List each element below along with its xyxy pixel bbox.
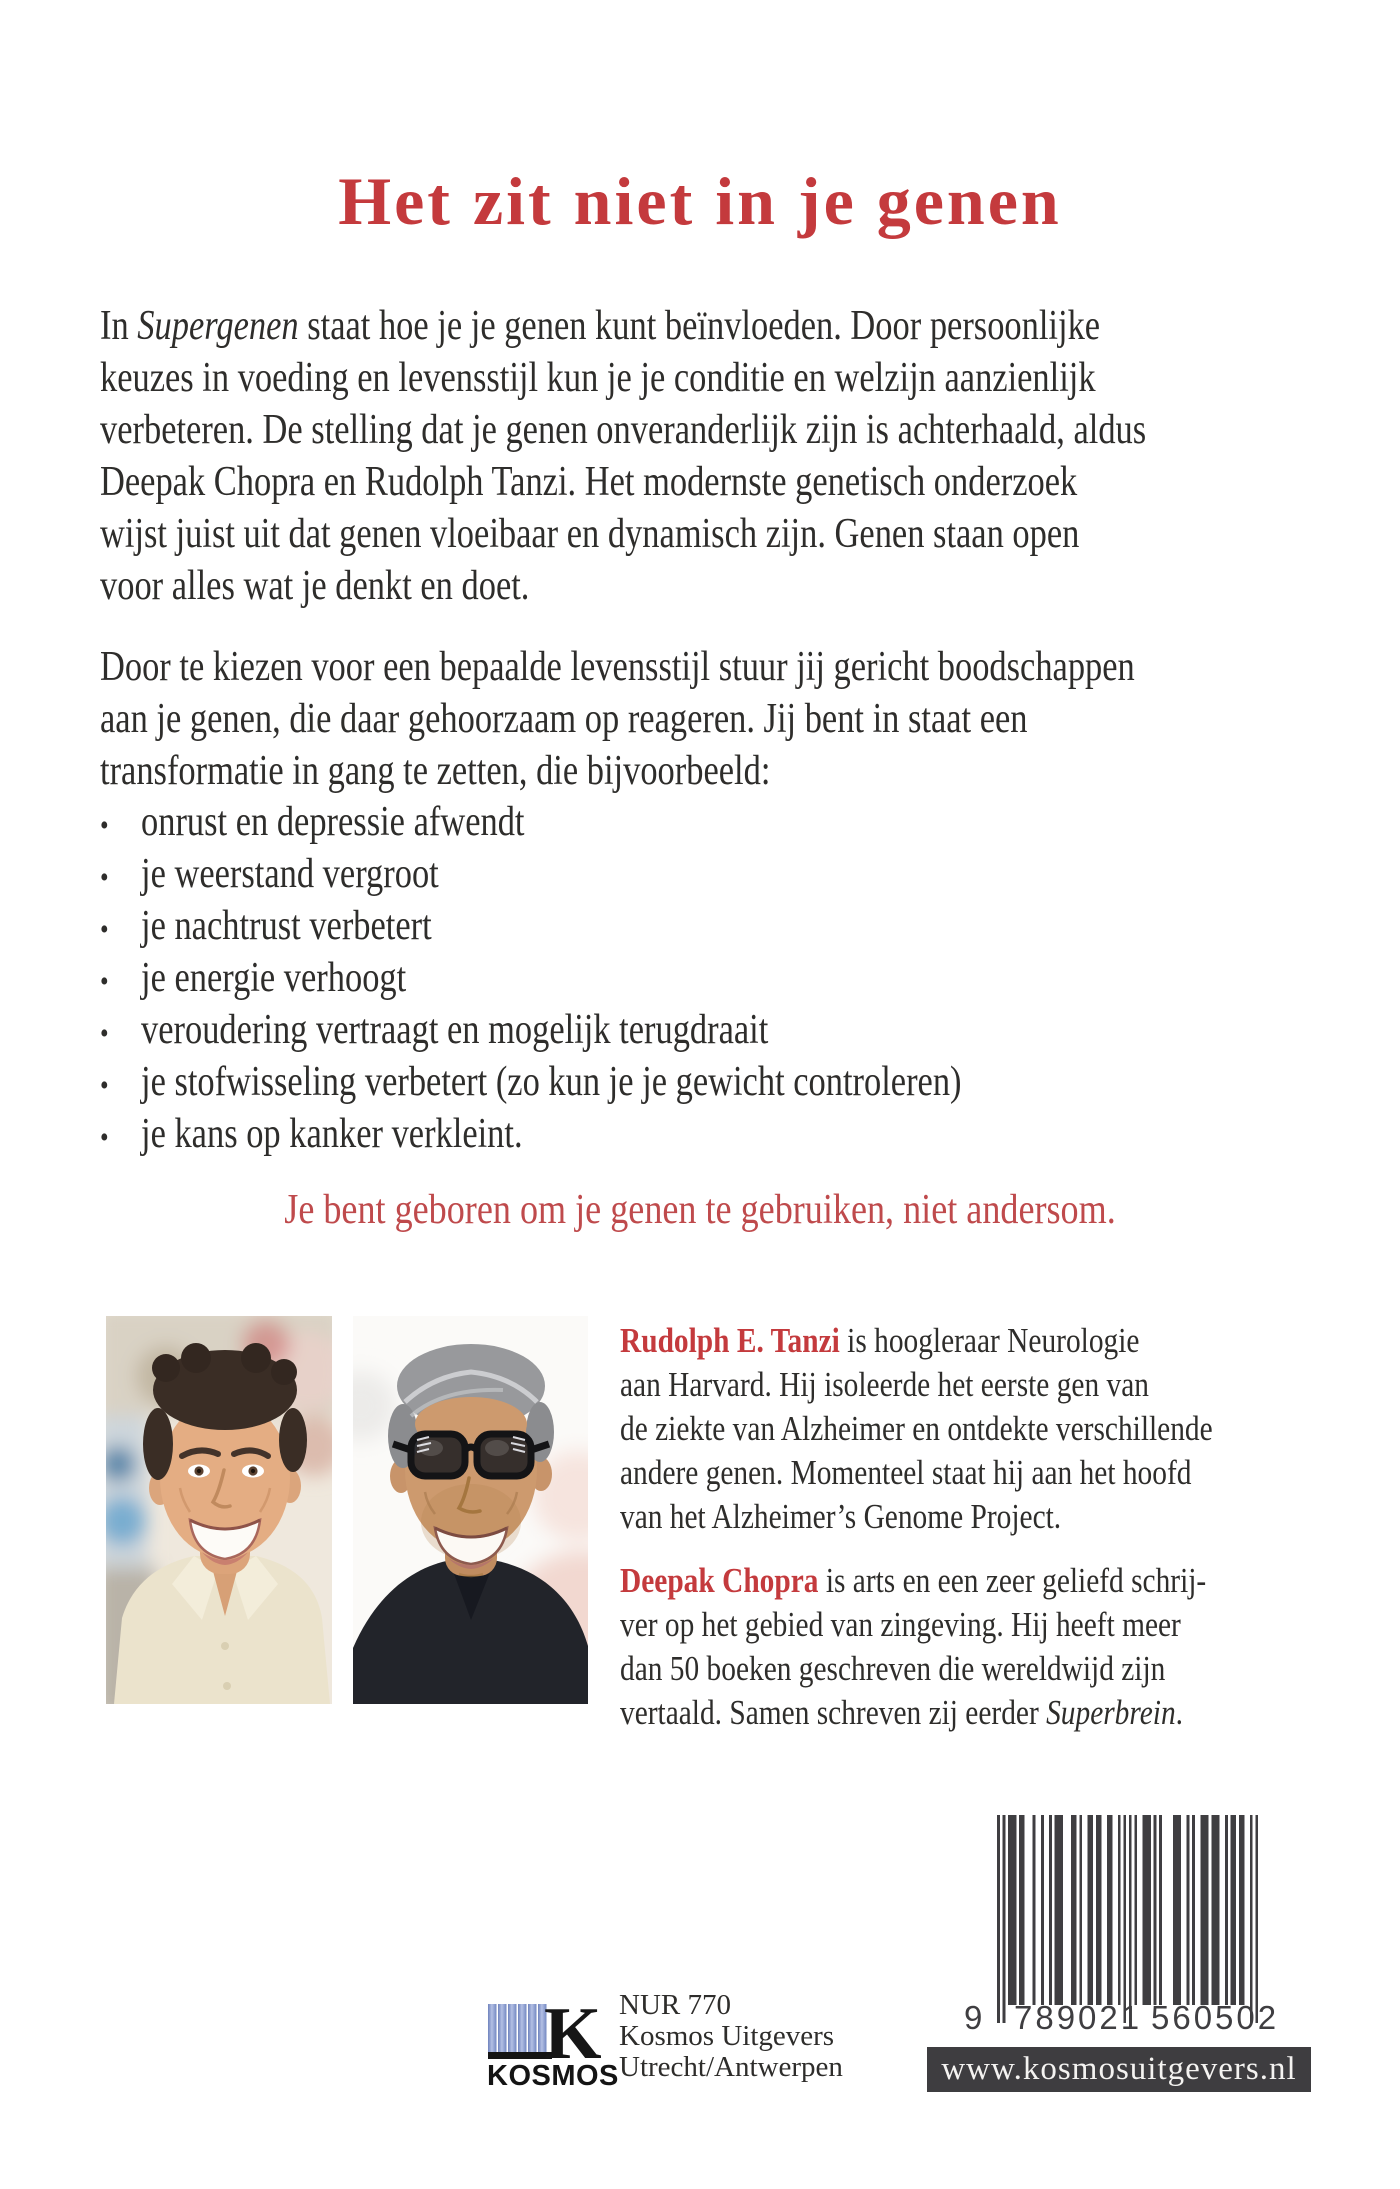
bio-text: vertaald. Samen schreven zij eerder: [620, 1693, 1047, 1732]
bio-line: andere genen. Momenteel staat hij aan het hoofd: [620, 1453, 1192, 1492]
paragraph-line: Deepak Chopra en Rudolph Tanzi. Het modernste genetisch onderzoek: [100, 459, 1078, 505]
paragraph-line: Door te kiezen voor een bepaalde levensstijl stuur jij gericht boodschappen: [100, 644, 1135, 690]
paragraph-line: wijst juist uit dat genen vloeibaar en dynamisch zijn. Genen staan open: [100, 511, 1080, 557]
website-banner: [927, 2047, 1311, 2092]
logo-k-letter: K: [544, 2002, 602, 2060]
author-bio-tanzi: [620, 1319, 1213, 1539]
list-item-text: onrust en depressie afwendt: [141, 799, 525, 845]
paragraph-line: voor alles wat je denkt en doet.: [100, 563, 530, 609]
bio-line: van het Alzheimer’s Genome Project.: [620, 1497, 1062, 1536]
bullet-icon: •: [100, 1069, 109, 1102]
list-item-text: je weerstand vergroot: [141, 851, 439, 897]
list-item: [100, 1108, 962, 1160]
bio-text: is hoogleraar Neurologie: [839, 1321, 1140, 1360]
author-name-chopra: Deepak Chopra: [620, 1561, 819, 1600]
logo-baseline: [488, 2052, 552, 2059]
author-bio-chopra: [620, 1559, 1206, 1735]
list-item-text: je stofwisseling verbetert (zo kun je je gewicht controleren): [141, 1059, 962, 1105]
bio-line: ver op het gebied van zingeving. Hij heeft meer: [620, 1605, 1181, 1644]
blue-book-bars: [488, 2004, 547, 2053]
bullet-icon: •: [100, 1121, 109, 1154]
list-item: [100, 900, 962, 952]
list-item: [100, 848, 962, 900]
bio-line: dan 50 boeken geschreven die wereldwijd zijn: [620, 1649, 1166, 1688]
author-name-tanzi: Rudolph E. Tanzi: [620, 1321, 840, 1360]
paragraph-line: keuzes in voeding en levensstijl kun je je conditie en welzijn aanzienlijk: [100, 355, 1096, 401]
line-text: In: [100, 303, 138, 349]
publisher-block: [619, 1990, 843, 2083]
book-name-italic: Superbrein: [1046, 1693, 1176, 1732]
kosmos-logo-icon: [488, 2002, 603, 2060]
bio-line: aan Harvard. Hij isoleerde het eerste gen van: [620, 1365, 1149, 1404]
paragraph-line: aan je genen, die daar gehoorzaam op reageren. Jij bent in staat een: [100, 696, 1028, 742]
list-item: [100, 952, 962, 1004]
tagline: Je bent geboren om je genen te gebruiken, niet andersom.: [284, 1187, 1116, 1233]
bio-text: .: [1175, 1693, 1184, 1732]
barcode-icon: [997, 1815, 1258, 2023]
bullet-icon: •: [100, 913, 109, 946]
book-name-italic: Supergenen: [137, 303, 299, 349]
bio-line: de ziekte van Alzheimer en ontdekte verschillende: [620, 1409, 1213, 1448]
nur-code: NUR 770: [619, 1989, 731, 2021]
bio-line: [620, 1319, 1213, 1363]
list-item: [100, 1056, 962, 1108]
publisher-name: Kosmos Uitgevers: [619, 2020, 835, 2052]
list-item: [100, 796, 962, 848]
kosmos-logo-text: KOSMOS: [487, 2060, 619, 2092]
list-item: [100, 1004, 962, 1056]
photo-rudolph-tanzi: [106, 1316, 332, 1704]
paragraph-line: transformatie in gang te zetten, die bijvoorbeeld:: [100, 748, 771, 794]
bio-text: is arts en een zeer geliefd schrij-: [818, 1561, 1207, 1600]
bullet-icon: •: [100, 861, 109, 894]
bullet-icon: •: [100, 1017, 109, 1050]
barcode-digit-first: 9: [964, 1999, 986, 2036]
bio-line: [620, 1559, 1206, 1603]
second-paragraph: [100, 641, 1135, 797]
website-url: www.kosmosuitgevers.nl: [941, 2051, 1297, 2087]
book-title: Het zit niet in je genen: [338, 163, 1062, 239]
list-item-text: je nachtrust verbetert: [141, 903, 432, 949]
list-item-text: je kans op kanker verkleint.: [141, 1111, 523, 1157]
benefits-list: [100, 796, 962, 1160]
barcode-digits-right: 560502: [1151, 1999, 1280, 2036]
bullet-icon: •: [100, 809, 109, 842]
barcode-digits-left: 789021: [1014, 1999, 1143, 2036]
publisher-cities: Utrecht/Antwerpen: [619, 2051, 843, 2083]
bullet-icon: •: [100, 965, 109, 998]
list-item-text: je energie verhoogt: [141, 955, 407, 1001]
paragraph-line: [100, 300, 1146, 352]
list-item-text: veroudering vertraagt en mogelijk terugdraait: [141, 1007, 769, 1053]
bio-line: [620, 1691, 1206, 1735]
line-text: staat hoe je je genen kunt beïnvloeden. Door persoonlijke: [298, 303, 1101, 349]
intro-paragraph: [100, 300, 1146, 612]
photo-deepak-chopra: [353, 1316, 588, 1704]
paragraph-line: verbeteren. De stelling dat je genen onveranderlijk zijn is achterhaald, aldus: [100, 407, 1147, 453]
